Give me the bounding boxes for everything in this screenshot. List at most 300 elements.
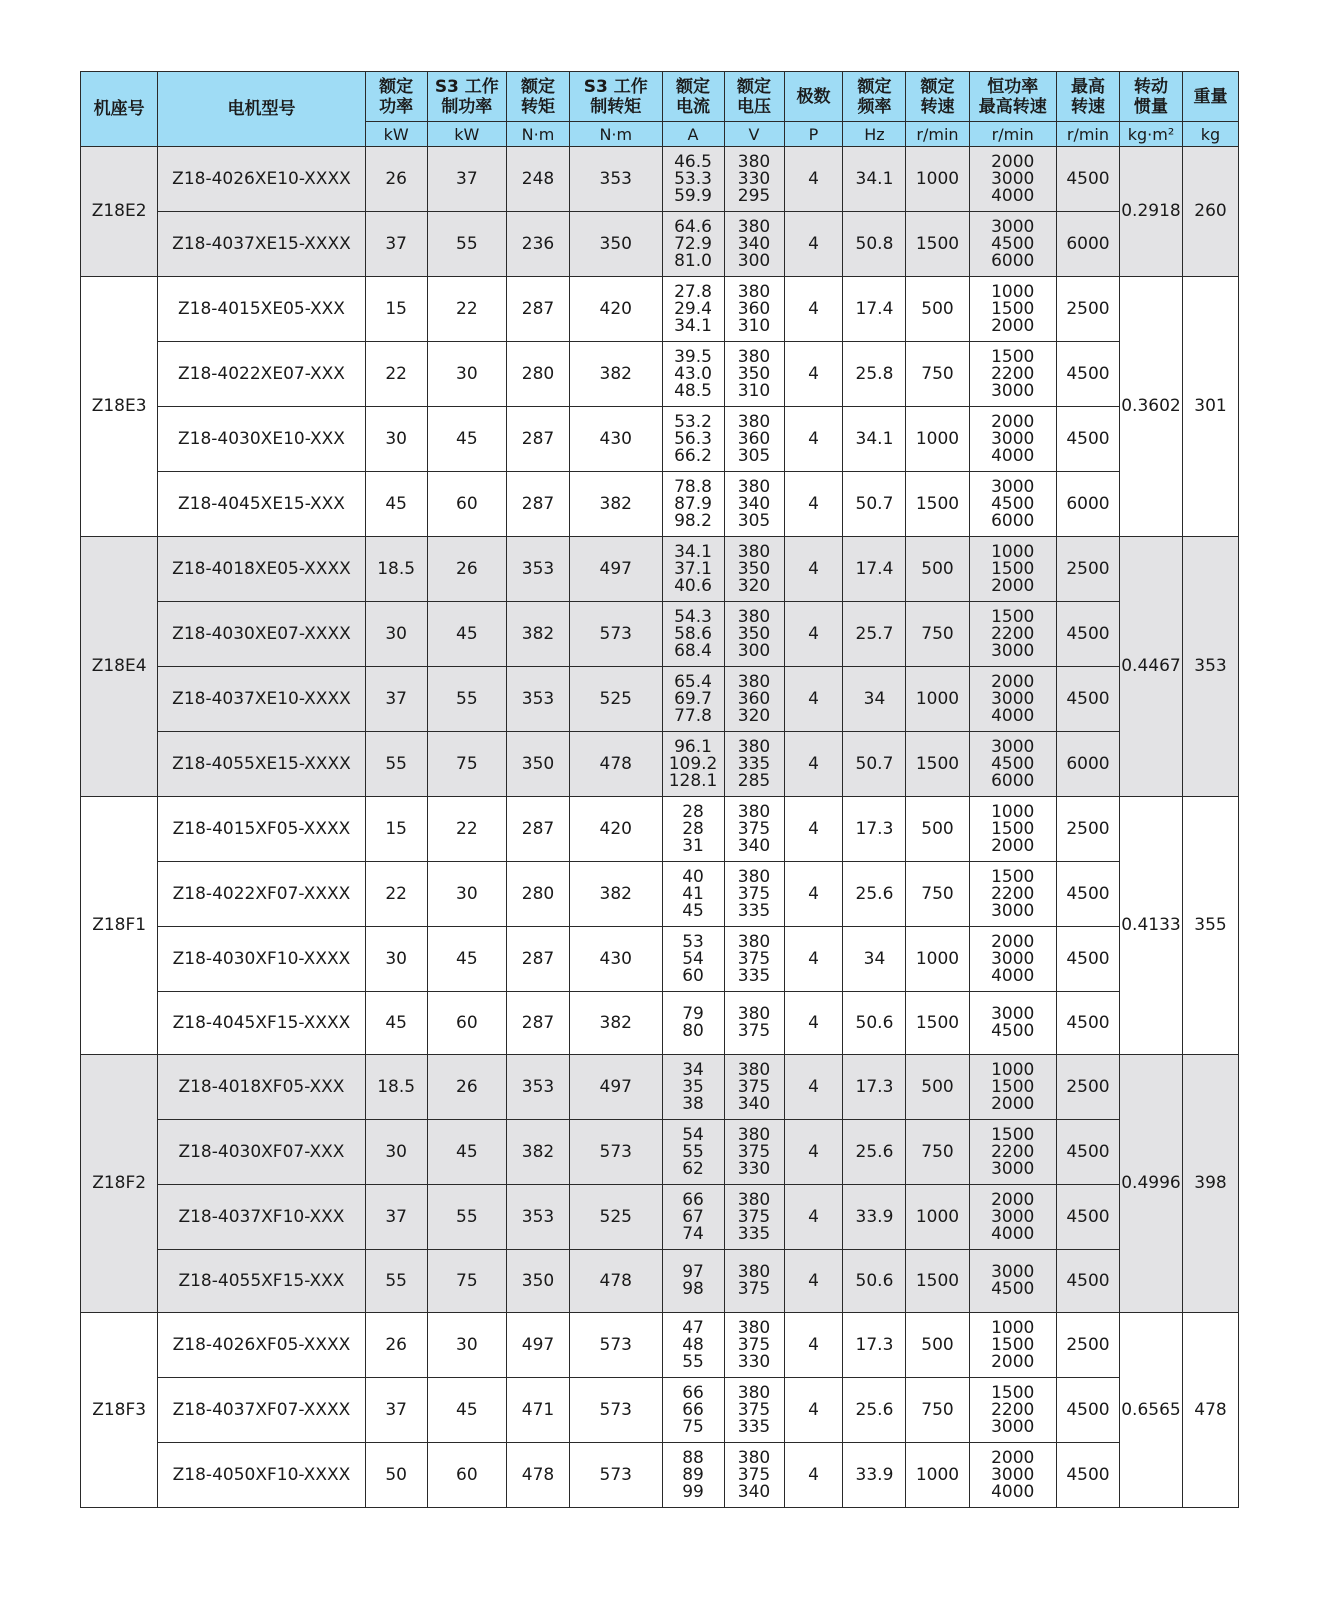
const-power-speed-cell-line: 3000 [991,1464,1035,1485]
rated-current-cell-line: 98 [682,1279,704,1299]
max-speed-cell: 4500 [1056,407,1119,472]
rated-freq-cell: 34.1 [843,407,906,472]
table-row [81,1378,1239,1443]
rated-torque-cell: 353 [506,1185,569,1250]
rated-current-cell-line: 45 [682,900,704,921]
rated-torque-cell: 248 [506,147,569,212]
rated-current-cell-line: 47 [682,1317,704,1338]
const-power-speed-cell-line: 2200 [991,623,1035,644]
s3-torque-cell: 382 [570,862,663,927]
rated-power-cell: 22 [365,342,427,407]
weight-cell: 398 [1183,1055,1239,1313]
rated-current-cell-line: 29.4 [674,298,712,319]
rated-current-cell-line: 65.4 [674,671,712,692]
rated-freq-cell: 50.6 [843,992,906,1055]
rated-torque-cell: 287 [506,407,569,472]
rated-torque-cell: 287 [506,472,569,537]
rated-current-cell-line: 87.9 [674,493,712,514]
rated-voltage-cell-line: 375 [737,1279,771,1299]
rated-power-cell: 45 [365,472,427,537]
frame-cell: Z18F1 [81,797,158,1055]
table-row [81,797,1239,862]
s3-power-cell: 60 [427,1443,506,1508]
header-s3-power: S3 工作 制功率 [427,72,506,122]
const-power-speed-cell-line: 2000 [991,411,1035,432]
header-unit: r/min [1056,122,1119,147]
const-power-speed-cell-line: 4000 [991,185,1035,206]
rated-current-cell-line: 31 [682,835,704,856]
const-power-speed-cell [969,732,1056,797]
rated-current-cell-line: 28 [682,801,704,822]
const-power-speed-cell [969,1120,1056,1185]
rated-power-cell: 55 [365,732,427,797]
const-power-speed-cell-line: 1000 [991,1059,1035,1080]
rated-speed-cell: 750 [906,1378,969,1443]
header-weight: 重量 [1183,72,1239,122]
const-power-speed-cell [969,147,1056,212]
weight-cell: 301 [1183,277,1239,537]
table-row [81,212,1239,277]
rated-voltage-cell-line: 360 [737,298,771,319]
poles-cell: 4 [784,1185,843,1250]
rated-current-cell-line: 66 [682,1382,704,1403]
model-cell: Z18-4055XE15-XXXX [158,732,365,797]
rated-freq-cell: 25.7 [843,602,906,667]
const-power-speed-cell-line: 1500 [991,346,1035,367]
rated-speed-cell: 1500 [906,1250,969,1313]
frame-cell: Z18F3 [81,1313,158,1508]
s3-torque-cell: 573 [570,602,663,667]
rated-voltage-cell-line: 310 [737,315,771,336]
inertia-cell: 0.4467 [1119,537,1182,797]
const-power-speed-cell-line: 3000 [991,948,1035,969]
rated-voltage-cell-line: 335 [737,753,771,774]
rated-current-cell-line: 66 [682,1399,704,1420]
s3-torque-cell: 525 [570,667,663,732]
rated-voltage-cell-line: 350 [737,363,771,384]
s3-torque-cell: 573 [570,1443,663,1508]
rated-current-cell-line: 34 [682,1059,704,1080]
rated-power-cell: 22 [365,862,427,927]
model-cell: Z18-4022XF07-XXXX [158,862,365,927]
model-cell: Z18-4037XE10-XXXX [158,667,365,732]
rated-current-cell-line: 109.2 [668,753,718,774]
s3-power-cell: 75 [427,732,506,797]
const-power-speed-cell-line: 1500 [991,1076,1035,1097]
rated-voltage-cell [724,407,784,472]
s3-power-cell: 30 [427,1313,506,1378]
rated-current-cell-line: 39.5 [674,346,712,367]
rated-current-cell-line: 66.2 [674,445,712,466]
const-power-speed-cell-line: 1500 [991,558,1035,579]
const-power-speed-cell-line: 4000 [991,705,1035,726]
rated-voltage-cell-line: 380 [737,1004,771,1024]
const-power-speed-cell-line: 1500 [991,298,1035,319]
model-cell: Z18-4026XF05-XXXX [158,1313,365,1378]
rated-current-cell-line: 60 [682,965,704,986]
rated-current-cell [662,212,724,277]
rated-current-cell-line: 78.8 [674,476,712,497]
poles-cell: 4 [784,1443,843,1508]
rated-speed-cell: 1500 [906,992,969,1055]
rated-freq-cell: 25.6 [843,1378,906,1443]
table-row [81,667,1239,732]
rated-voltage-cell-line: 375 [737,1334,771,1355]
rated-current-cell-line: 81.0 [674,250,712,271]
rated-voltage-cell [724,732,784,797]
s3-torque-cell: 478 [570,1250,663,1313]
rated-voltage-cell-line: 380 [737,151,771,172]
rated-power-cell: 18.5 [365,1055,427,1120]
rated-current-cell-line: 128.1 [668,770,718,791]
rated-voltage-cell-line: 380 [737,1317,771,1338]
const-power-speed-cell-line: 3000 [991,1416,1035,1437]
s3-torque-cell: 430 [570,927,663,992]
table-row [81,732,1239,797]
rated-torque-cell: 382 [506,602,569,667]
max-speed-cell: 6000 [1056,212,1119,277]
rated-current-cell-line: 41 [682,883,704,904]
rated-voltage-cell-line: 340 [737,1093,771,1114]
rated-voltage-cell [724,1120,784,1185]
rated-voltage-cell-line: 380 [737,801,771,822]
rated-freq-cell: 33.9 [843,1443,906,1508]
rated-freq-cell: 25.8 [843,342,906,407]
rated-current-cell-line: 55 [682,1351,704,1372]
poles-cell: 4 [784,862,843,927]
const-power-speed-cell-line: 2000 [991,931,1035,952]
rated-power-cell: 55 [365,1250,427,1313]
rated-torque-cell: 353 [506,1055,569,1120]
const-power-speed-cell [969,927,1056,992]
max-speed-cell: 4500 [1056,602,1119,667]
const-power-speed-cell [969,537,1056,602]
table-row [81,1055,1239,1120]
const-power-speed-cell-line: 6000 [991,250,1035,271]
rated-voltage-cell-line: 375 [737,818,771,839]
rated-speed-cell: 500 [906,1055,969,1120]
inertia-cell: 0.2918 [1119,147,1182,277]
rated-power-cell: 50 [365,1443,427,1508]
rated-current-cell-line: 98.2 [674,510,712,531]
rated-voltage-cell [724,147,784,212]
model-cell: Z18-4037XF10-XXX [158,1185,365,1250]
rated-current-cell-line: 96.1 [674,736,712,757]
max-speed-cell: 2500 [1056,1313,1119,1378]
const-power-speed-cell-line: 2200 [991,883,1035,904]
rated-voltage-cell-line: 380 [737,931,771,952]
poles-cell: 4 [784,602,843,667]
s3-power-cell: 30 [427,862,506,927]
s3-power-cell: 45 [427,1378,506,1443]
rated-current-cell-line: 38 [682,1093,704,1114]
model-cell: Z18-4015XE05-XXX [158,277,365,342]
rated-current-cell-line: 72.9 [674,233,712,254]
rated-power-cell: 30 [365,602,427,667]
rated-current-cell-line: 75 [682,1416,704,1437]
max-speed-cell: 4500 [1056,1378,1119,1443]
poles-cell: 4 [784,147,843,212]
rated-voltage-cell-line: 340 [737,835,771,856]
rated-voltage-cell-line: 380 [737,1189,771,1210]
frame-cell: Z18E4 [81,537,158,797]
rated-voltage-cell [724,342,784,407]
s3-power-cell: 30 [427,342,506,407]
header-rated-power: 额定 功率 [365,72,427,122]
rated-freq-cell: 17.4 [843,277,906,342]
poles-cell: 4 [784,277,843,342]
rated-current-cell-line: 46.5 [674,151,712,172]
rated-voltage-cell-line: 380 [737,606,771,627]
rated-voltage-cell-line: 375 [737,1399,771,1420]
rated-voltage-cell-line: 380 [737,1447,771,1468]
const-power-speed-cell-line: 3000 [991,688,1035,709]
rated-freq-cell: 50.6 [843,1250,906,1313]
rated-voltage-cell-line: 330 [737,1351,771,1372]
const-power-speed-cell-line: 2000 [991,575,1035,596]
inertia-cell: 0.6565 [1119,1313,1182,1508]
poles-cell: 4 [784,732,843,797]
rated-torque-cell: 236 [506,212,569,277]
s3-power-cell: 55 [427,212,506,277]
rated-power-cell: 15 [365,277,427,342]
rated-voltage-cell [724,1055,784,1120]
const-power-speed-cell-line: 4000 [991,1223,1035,1244]
rated-voltage-cell-line: 380 [737,1059,771,1080]
model-cell: Z18-4045XE15-XXX [158,472,365,537]
rated-power-cell: 30 [365,1120,427,1185]
const-power-speed-cell-line: 2000 [991,315,1035,336]
rated-current-cell-line: 62 [682,1158,704,1179]
rated-voltage-cell-line: 380 [737,541,771,562]
s3-torque-cell: 420 [570,277,663,342]
const-power-speed-cell [969,1250,1056,1313]
rated-speed-cell: 750 [906,342,969,407]
const-power-speed-cell [969,862,1056,927]
rated-voltage-cell-line: 320 [737,575,771,596]
rated-current-cell-line: 67 [682,1206,704,1227]
s3-torque-cell: 382 [570,472,663,537]
frame-cell: Z18E3 [81,277,158,537]
rated-current-cell-line: 88 [682,1447,704,1468]
rated-voltage-cell-line: 375 [737,1464,771,1485]
rated-voltage-cell-line: 285 [737,770,771,791]
rated-voltage-cell-line: 375 [737,883,771,904]
table-row [81,537,1239,602]
rated-current-cell [662,277,724,342]
const-power-speed-cell-line: 4000 [991,1481,1035,1502]
rated-voltage-cell-line: 335 [737,1416,771,1437]
const-power-speed-cell-line: 1500 [991,1124,1035,1145]
const-power-speed-cell-line: 6000 [991,510,1035,531]
rated-freq-cell: 50.8 [843,212,906,277]
rated-current-cell-line: 48.5 [674,380,712,401]
const-power-speed-cell-line: 3000 [991,1262,1035,1282]
rated-voltage-cell-line: 380 [737,866,771,887]
s3-torque-cell: 525 [570,1185,663,1250]
rated-current-cell-line: 80 [682,1021,704,1041]
table-row [81,1443,1239,1508]
header-unit: A [662,122,724,147]
rated-voltage-cell-line: 350 [737,623,771,644]
header-rated-freq: 额定 频率 [843,72,906,122]
rated-voltage-cell [724,862,784,927]
rated-voltage-cell-line: 375 [737,1076,771,1097]
header-poles: 极数 [784,72,843,122]
s3-torque-cell: 478 [570,732,663,797]
rated-freq-cell: 50.7 [843,472,906,537]
rated-torque-cell: 353 [506,667,569,732]
const-power-speed-cell-line: 4000 [991,965,1035,986]
model-cell: Z18-4050XF10-XXXX [158,1443,365,1508]
const-power-speed-cell-line: 3000 [991,216,1035,237]
const-power-speed-cell-line: 3000 [991,428,1035,449]
rated-voltage-cell-line: 360 [737,428,771,449]
rated-voltage-cell [724,277,784,342]
rated-current-cell-line: 43.0 [674,363,712,384]
model-cell: Z18-4030XE07-XXXX [158,602,365,667]
rated-voltage-cell [724,602,784,667]
weight-cell: 353 [1183,537,1239,797]
const-power-speed-cell-line: 4500 [991,753,1035,774]
max-speed-cell: 4500 [1056,342,1119,407]
s3-torque-cell: 497 [570,537,663,602]
header-unit: kg [1183,122,1239,147]
max-speed-cell: 4500 [1056,927,1119,992]
rated-voltage-cell-line: 375 [737,1206,771,1227]
s3-torque-cell: 497 [570,1055,663,1120]
s3-power-cell: 45 [427,1120,506,1185]
const-power-speed-cell-line: 3000 [991,1206,1035,1227]
const-power-speed-cell-line: 2000 [991,1093,1035,1114]
table-row [81,927,1239,992]
rated-voltage-cell-line: 380 [737,411,771,432]
header-frame: 机座号 [81,72,158,147]
rated-current-cell-line: 40 [682,866,704,887]
rated-power-cell: 30 [365,407,427,472]
rated-voltage-cell-line: 380 [737,1124,771,1145]
const-power-speed-cell-line: 2000 [991,1447,1035,1468]
table-body [81,147,1239,1508]
rated-current-cell [662,992,724,1055]
rated-voltage-cell-line: 300 [737,640,771,661]
rated-voltage-cell-line: 300 [737,250,771,271]
rated-torque-cell: 280 [506,342,569,407]
const-power-speed-cell-line: 4000 [991,445,1035,466]
const-power-speed-cell [969,407,1056,472]
rated-current-cell-line: 59.9 [674,185,712,206]
rated-current-cell [662,1378,724,1443]
rated-voltage-cell-line: 360 [737,688,771,709]
inertia-cell: 0.4996 [1119,1055,1182,1313]
table-row [81,407,1239,472]
s3-power-cell: 22 [427,797,506,862]
rated-voltage-cell [724,1250,784,1313]
rated-voltage-cell [724,1378,784,1443]
model-cell: Z18-4037XF07-XXXX [158,1378,365,1443]
const-power-speed-cell [969,1313,1056,1378]
rated-current-cell-line: 53.2 [674,411,712,432]
rated-current-cell [662,1120,724,1185]
const-power-speed-cell-line: 2000 [991,1351,1035,1372]
max-speed-cell: 6000 [1056,732,1119,797]
rated-torque-cell: 287 [506,797,569,862]
rated-voltage-cell-line: 340 [737,1481,771,1502]
const-power-speed-cell-line: 1500 [991,866,1035,887]
const-power-speed-cell-line: 1500 [991,1334,1035,1355]
rated-current-cell [662,472,724,537]
rated-torque-cell: 350 [506,1250,569,1313]
const-power-speed-cell-line: 3000 [991,168,1035,189]
s3-power-cell: 45 [427,927,506,992]
rated-voltage-cell-line: 335 [737,965,771,986]
rated-current-cell-line: 37.1 [674,558,712,579]
table-row [81,1313,1239,1378]
poles-cell: 4 [784,927,843,992]
rated-voltage-cell-line: 320 [737,705,771,726]
rated-current-cell-line: 54 [682,1124,704,1145]
rated-speed-cell: 500 [906,537,969,602]
header-unit: r/min [969,122,1056,147]
poles-cell: 4 [784,667,843,732]
rated-speed-cell: 500 [906,1313,969,1378]
rated-current-cell-line: 28 [682,818,704,839]
motor-spec-table [80,71,1239,1508]
header-unit: kg·m² [1119,122,1182,147]
rated-current-cell-line: 53.3 [674,168,712,189]
const-power-speed-cell-line: 2200 [991,363,1035,384]
rated-current-cell [662,862,724,927]
rated-speed-cell: 500 [906,277,969,342]
const-power-speed-cell [969,797,1056,862]
rated-freq-cell: 17.4 [843,537,906,602]
rated-voltage-cell-line: 305 [737,445,771,466]
max-speed-cell: 4500 [1056,1443,1119,1508]
rated-voltage-cell-line: 295 [737,185,771,206]
poles-cell: 4 [784,472,843,537]
header-rated-torque: 额定 转矩 [506,72,569,122]
header-unit: r/min [906,122,969,147]
rated-voltage-cell-line: 380 [737,1262,771,1282]
rated-current-cell-line: 35 [682,1076,704,1097]
header-model: 电机型号 [158,72,365,147]
s3-power-cell: 75 [427,1250,506,1313]
model-cell: Z18-4037XE15-XXXX [158,212,365,277]
const-power-speed-cell [969,1055,1056,1120]
const-power-speed-cell-line: 2000 [991,671,1035,692]
rated-freq-cell: 34 [843,667,906,732]
rated-current-cell-line: 53 [682,931,704,952]
table-row [81,277,1239,342]
rated-current-cell [662,732,724,797]
model-cell: Z18-4030XF10-XXXX [158,927,365,992]
rated-current-cell-line: 89 [682,1464,704,1485]
rated-current-cell [662,797,724,862]
rated-current-cell [662,1185,724,1250]
s3-power-cell: 26 [427,1055,506,1120]
rated-voltage-cell [724,472,784,537]
rated-current-cell-line: 56.3 [674,428,712,449]
rated-freq-cell: 17.3 [843,1313,906,1378]
table-row [81,602,1239,667]
frame-cell: Z18F2 [81,1055,158,1313]
s3-torque-cell: 353 [570,147,663,212]
rated-voltage-cell-line: 330 [737,1158,771,1179]
rated-current-cell-line: 69.7 [674,688,712,709]
const-power-speed-cell-line: 4500 [991,233,1035,254]
rated-voltage-cell-line: 380 [737,1382,771,1403]
table-header [81,72,1239,147]
